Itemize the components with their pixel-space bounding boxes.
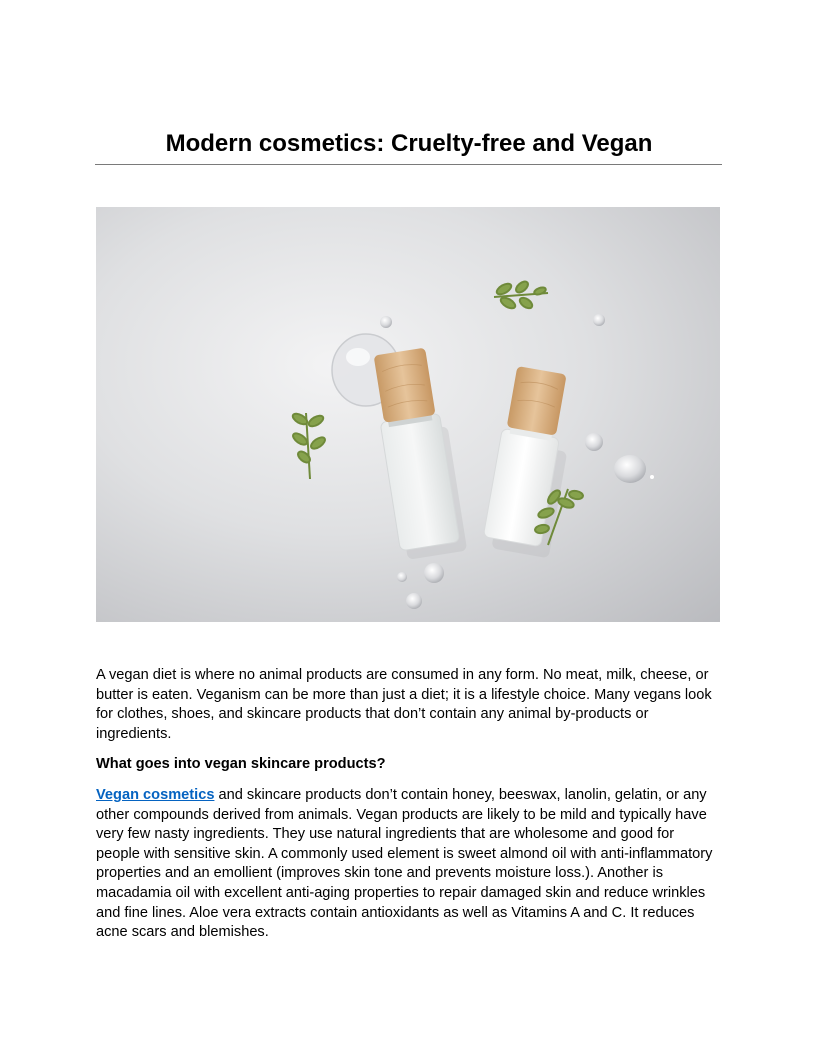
- section-heading: What goes into vegan skincare products?: [96, 756, 386, 772]
- hero-image: [96, 207, 720, 622]
- ingredients-text: and skincare products don’t contain honey, beeswax, lanolin, gelatin, or any other compounds derived from animals. Vegan products are likely to be mild and typically have very few nasty ingredients. They use natural ingredients that are wholesome and good for people with sensitive skin. A commonly used element is sweet almond oil with anti-inflammatory properties and an emollient (improves skin tone and prevents moisture loss.). Another is macadamia oil with excellent anti-aging properties to repair damaged skin and reduce wrinkles and fine lines. Aloe vera extracts contain antioxidants as well as Vitamins A and C. It reduces acne scars and blemishes.: [96, 787, 713, 941]
- title-divider: [95, 164, 722, 165]
- intro-paragraph: A vegan diet is where no animal products are consumed in any form. No meat, milk, cheese, or butter is eaten. Veganism can be more than just a diet; it is a lifestyle choice. Many vegans look for clothes, shoes, and skincare products that don’t contain any animal by-products or ingredients.: [96, 667, 712, 742]
- vegan-cosmetics-link[interactable]: Vegan cosmetics: [96, 787, 215, 803]
- ingredients-paragraph: [96, 786, 720, 943]
- page-title: Modern cosmetics: Cruelty-free and Vegan: [165, 130, 653, 157]
